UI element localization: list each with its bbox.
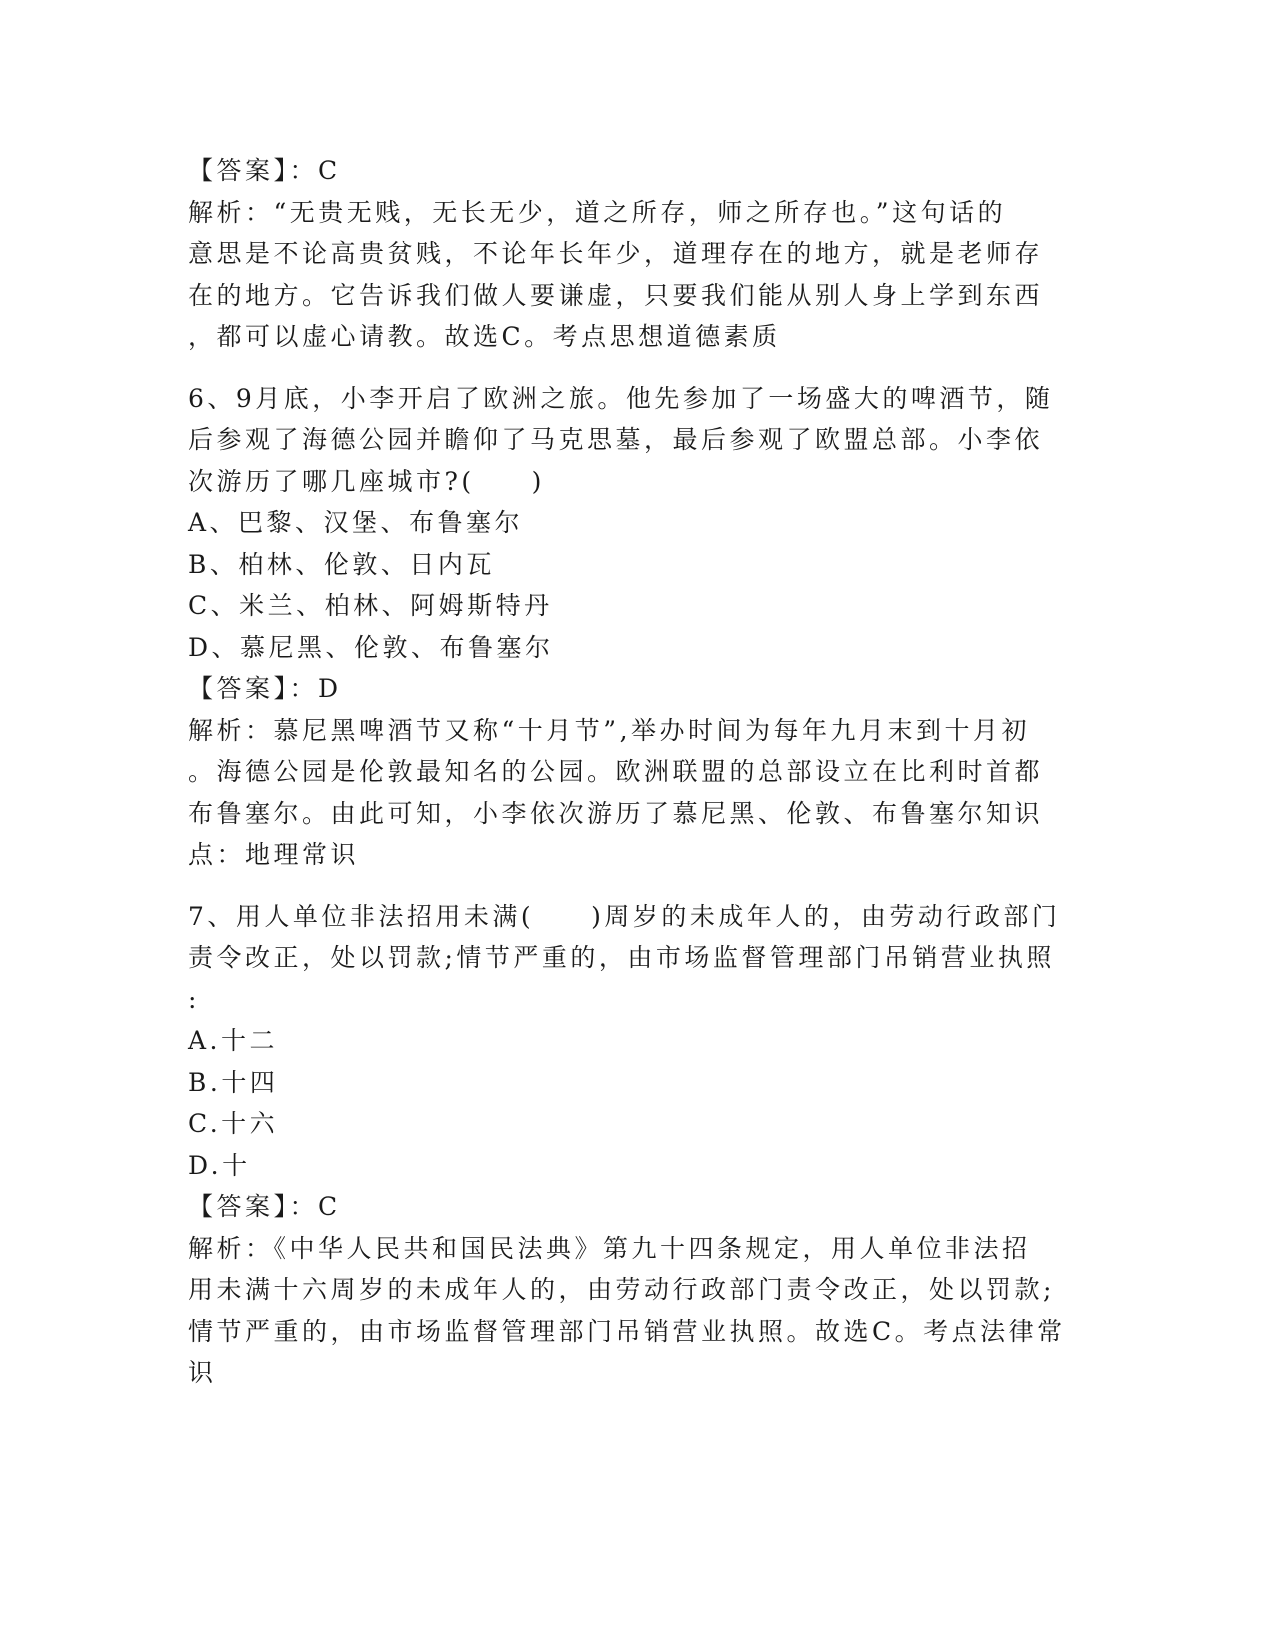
explanation-line: 情节严重的，由市场监督管理部门吊销营业执照。故选C。考点法律常 bbox=[188, 1316, 1066, 1346]
explanation-line: 布鲁塞尔。由此可知，小李依次游历了慕尼黑、伦敦、布鲁塞尔知识 bbox=[188, 798, 1044, 828]
explanation-line: 在的地方。它告诉我们做人要谦虚，只要我们能从别人身上学到东西 bbox=[188, 280, 1044, 310]
answer-block-q5 bbox=[188, 150, 1088, 358]
document-body bbox=[188, 150, 1088, 1394]
option-c: C.十六 bbox=[188, 1109, 279, 1138]
block-spacer bbox=[188, 876, 1088, 896]
option-a: A、巴黎、汉堡、布鲁塞尔 bbox=[188, 508, 524, 537]
answer-label: 【答案】：C bbox=[188, 1192, 341, 1221]
answer-label: 【答案】：D bbox=[188, 674, 342, 703]
question-text: 次游历了哪几座城市?( ) bbox=[188, 466, 545, 496]
answer-label: 【答案】：C bbox=[188, 156, 341, 185]
option-b: B、柏林、伦敦、日内瓦 bbox=[188, 549, 495, 579]
question-text: 6、9月底，小李开启了欧洲之旅。他先参加了一场盛大的啤酒节，随 bbox=[188, 383, 1054, 413]
explanation-line: 用未满十六周岁的未成年人的，由劳动行政部门责令改正，处以罚款; bbox=[188, 1275, 1055, 1304]
explanation-line: 。海德公园是伦敦最知名的公园。欧洲联盟的总部设立在比利时首都 bbox=[188, 757, 1044, 786]
question-text: 7、用人单位非法招用未满( )周岁的未成年人的，由劳动行政部门 bbox=[188, 901, 1061, 931]
question-text: 责令改正，处以罚款;情节严重的，由市场监督管理部门吊销营业执照 bbox=[188, 943, 1055, 972]
option-c: C、米兰、柏林、阿姆斯特丹 bbox=[188, 591, 553, 620]
explanation-line: 点：地理常识 bbox=[188, 840, 360, 869]
option-a: A.十二 bbox=[188, 1026, 279, 1055]
explanation-line: 识 bbox=[188, 1358, 217, 1387]
block-spacer bbox=[188, 358, 1088, 378]
explanation-line: ，都可以虚心请教。故选C。考点思想道德素质 bbox=[188, 322, 781, 351]
question-text: 后参观了海德公园并瞻仰了马克思墓，最后参观了欧盟总部。小李依 bbox=[188, 425, 1044, 454]
explanation-line: 解析：“无贵无贱，无长无少，道之所存，师之所存也。”这句话的 bbox=[188, 197, 1007, 227]
question-block-6 bbox=[188, 378, 1088, 876]
question-text: : bbox=[188, 984, 200, 1014]
explanation-line: 解析：《中华人民共和国民法典》第九十四条规定，用人单位非法招 bbox=[188, 1233, 1031, 1263]
option-b: B.十四 bbox=[188, 1067, 279, 1097]
explanation-line: 解析：慕尼黑啤酒节又称“十月节”,举办时间为每年九月末到十月初 bbox=[188, 715, 1031, 745]
option-d: D、慕尼黑、伦敦、布鲁塞尔 bbox=[188, 632, 554, 662]
option-d: D.十 bbox=[188, 1150, 251, 1180]
question-block-7 bbox=[188, 896, 1088, 1394]
explanation-line: 意思是不论高贵贫贱，不论年长年少，道理存在的地方，就是老师存 bbox=[188, 239, 1044, 268]
